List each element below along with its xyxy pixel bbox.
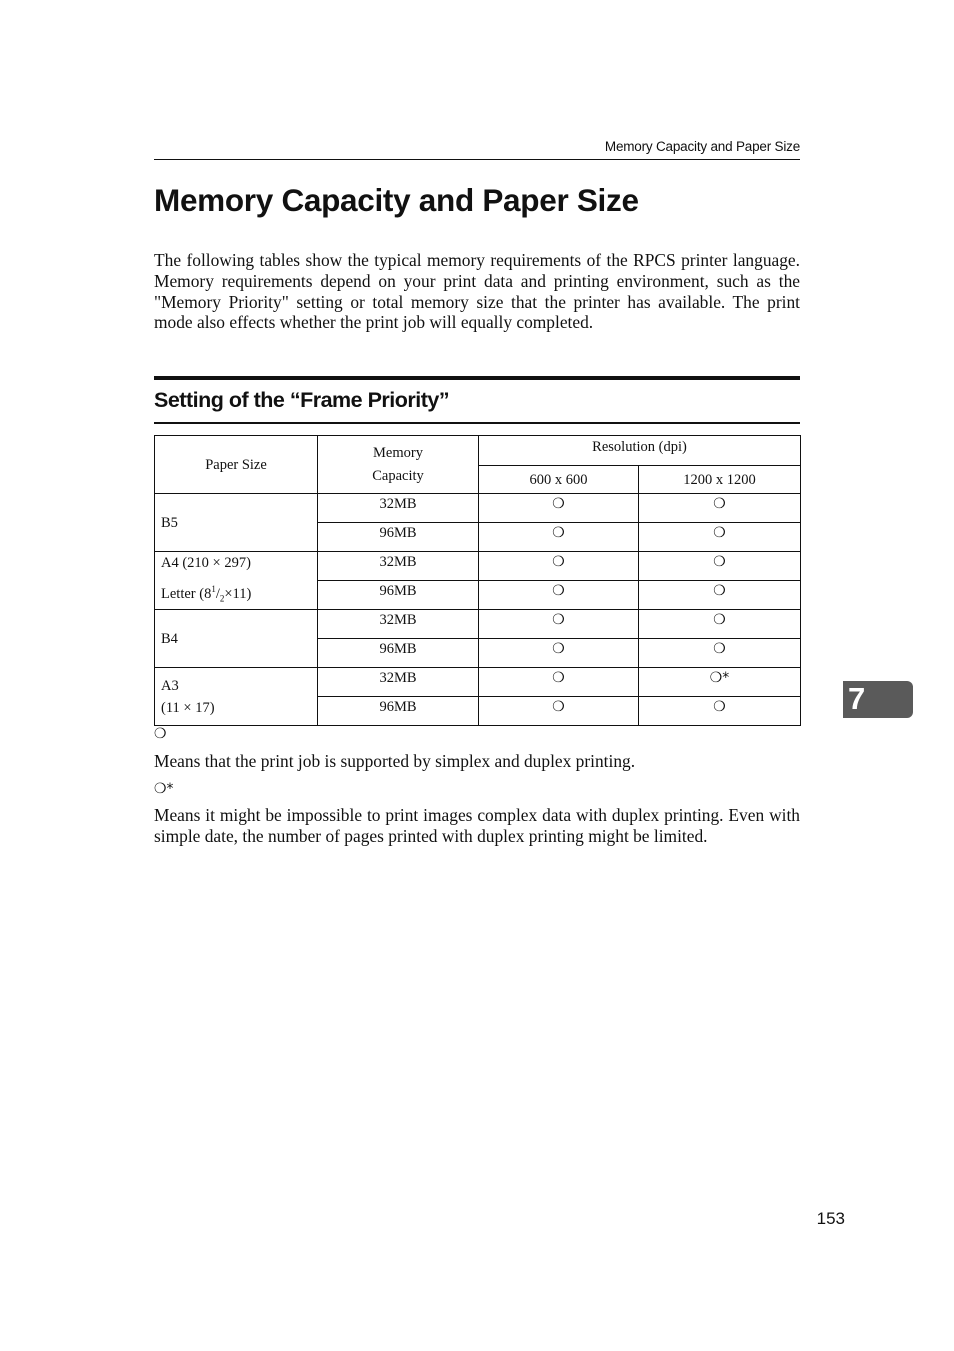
paper-size-label: A4 (210 × 297) xyxy=(161,554,251,571)
support-mark-1200: ❍ xyxy=(639,494,801,523)
table-row xyxy=(155,552,801,581)
support-mark-600: ❍ xyxy=(479,494,639,523)
capacity-cell: 96MB xyxy=(318,697,479,726)
section-rule-top xyxy=(154,376,800,380)
header-resolution: Resolution (dpi) xyxy=(479,436,801,466)
table-header-row xyxy=(155,436,801,466)
support-mark-1200: ❍ xyxy=(639,552,801,581)
table-row xyxy=(155,668,801,697)
paper-size-label: B4 xyxy=(161,630,178,647)
header-res-1200: 1200 x 1200 xyxy=(639,466,801,494)
paper-size-label-letter: Letter $(8^1/_2\times 11)$ xyxy=(161,583,252,604)
paper-size-cell xyxy=(155,610,318,668)
legend-text-supported: Means that the print job is supported by simplex and duplex printing. xyxy=(154,751,636,771)
legend-mark-limited: ❍* xyxy=(154,781,174,797)
capacity-cell: 32MB xyxy=(318,552,479,581)
support-mark-1200: ❍* xyxy=(639,668,801,697)
paper-size-label: A3 xyxy=(161,677,179,694)
table-row xyxy=(155,610,801,639)
capacity-cell: 96MB xyxy=(318,639,479,668)
header-memory-line1: Memory xyxy=(373,444,423,461)
capacity-cell: 32MB xyxy=(318,610,479,639)
chapter-tab xyxy=(843,681,913,718)
support-mark-600: ❍ xyxy=(479,581,639,610)
capacity-cell: 32MB xyxy=(318,668,479,697)
support-mark-1200: ❍ xyxy=(639,523,801,552)
table-row xyxy=(155,494,801,523)
section-title: Setting of the “Frame Priority” xyxy=(154,388,450,412)
paper-size-label: B5 xyxy=(161,514,178,531)
header-res-600: 600 x 600 xyxy=(479,466,639,494)
paper-size-cell xyxy=(155,668,318,726)
support-mark-600: ❍ xyxy=(479,523,639,552)
paper-size-cell xyxy=(155,494,318,552)
support-mark-1200: ❍ xyxy=(639,610,801,639)
support-mark-1200: ❍ xyxy=(639,581,801,610)
page-number: 153 xyxy=(816,1209,845,1228)
support-mark-1200: ❍ xyxy=(639,639,801,668)
support-mark-600: ❍ xyxy=(479,697,639,726)
paper-size-cell xyxy=(155,552,318,610)
memory-table xyxy=(154,435,801,726)
capacity-cell: 96MB xyxy=(318,581,479,610)
capacity-cell: 32MB xyxy=(318,494,479,523)
header-paper-size: Paper Size xyxy=(155,436,318,494)
header-memory-line2: Capacity xyxy=(372,467,424,484)
section-rule-bottom xyxy=(154,422,800,424)
support-mark-600: ❍ xyxy=(479,639,639,668)
intro-paragraph: The following tables show the typical memory requirements of the RPCS printer language. Memory requirements depend on your print data and printing environment, such as the "Memory Priority" setting or total memory size that the printer has available. The print mode also effects whether the print job will equally completed. xyxy=(154,250,800,333)
capacity-cell: 96MB xyxy=(318,523,479,552)
support-mark-600: ❍ xyxy=(479,552,639,581)
support-mark-600: ❍ xyxy=(479,668,639,697)
header-memory-capacity xyxy=(318,436,479,494)
page-title: Memory Capacity and Paper Size xyxy=(154,182,639,218)
support-mark-600: ❍ xyxy=(479,610,639,639)
support-mark-1200: ❍ xyxy=(639,697,801,726)
paper-size-label-imperial: (11 × 17) xyxy=(161,699,215,716)
legend-mark-supported: ❍ xyxy=(154,726,167,742)
legend-text-limited: Means it might be impossible to print images complex data with duplex printing. Even with simple date, the number of pages printed with duplex printing might be limited. xyxy=(154,805,800,846)
chapter-tab-number: 7 xyxy=(848,681,866,716)
header-rule xyxy=(154,159,800,160)
running-header: Memory Capacity and Paper Size xyxy=(604,139,800,154)
